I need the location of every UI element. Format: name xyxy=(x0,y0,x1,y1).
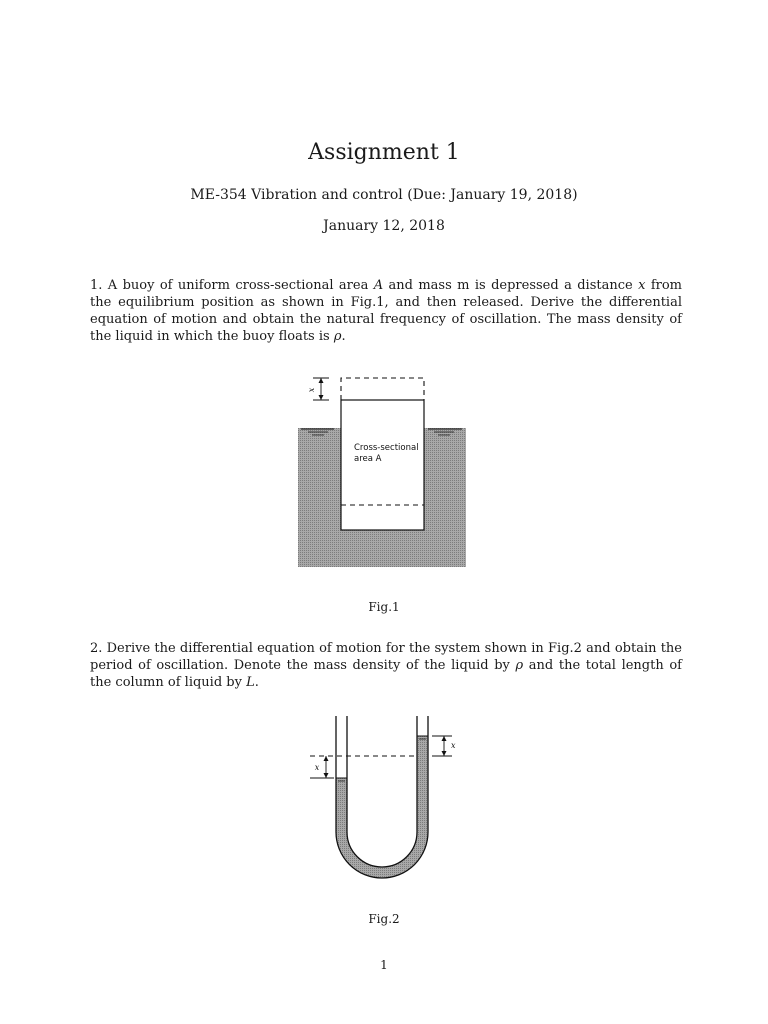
buoy-equilibrium-outline xyxy=(341,378,424,400)
figure-2-u-tube-diagram xyxy=(304,714,464,884)
assignment-title: Assignment 1 xyxy=(308,140,460,165)
page-number: 1 xyxy=(380,958,388,972)
figure-1-buoy-diagram xyxy=(296,372,468,572)
u-tube-inner-wall xyxy=(347,716,417,867)
fig1-dimension-label: x xyxy=(307,387,316,393)
problem-1-text: 1. A buoy of uniform cross-sectional area A and mass m is depressed a distance x from the equilibrium position as shown in Fig.1, and then released. Derive the differential equation of motion and obtain the natural frequency of oscillation. The mass density of the liquid in which the buoy floats is ρ. xyxy=(90,278,683,344)
fig1-area-label-line1: Cross-sectional xyxy=(354,443,419,453)
figure-1-caption: Fig.1 xyxy=(368,600,400,614)
assignment-date: January 12, 2018 xyxy=(323,218,445,234)
fig2-right-dimension-label: x xyxy=(451,741,456,750)
figure-2-caption: Fig.2 xyxy=(368,912,400,926)
course-subtitle: ME-354 Vibration and control (Due: January 19, 2018) xyxy=(190,187,578,203)
fig1-area-label-line2: area A xyxy=(354,454,382,464)
fig2-left-dimension-label: x xyxy=(314,763,320,772)
buoy-body xyxy=(341,400,424,530)
problem-2-text: 2. Derive the differential equation of motion for the system shown in Fig.2 and obtain the period of oscillation. Denote the mass density of the liquid by ρ and the total length of the column of liquid by L. xyxy=(90,641,682,690)
u-tube-liquid xyxy=(336,736,428,878)
